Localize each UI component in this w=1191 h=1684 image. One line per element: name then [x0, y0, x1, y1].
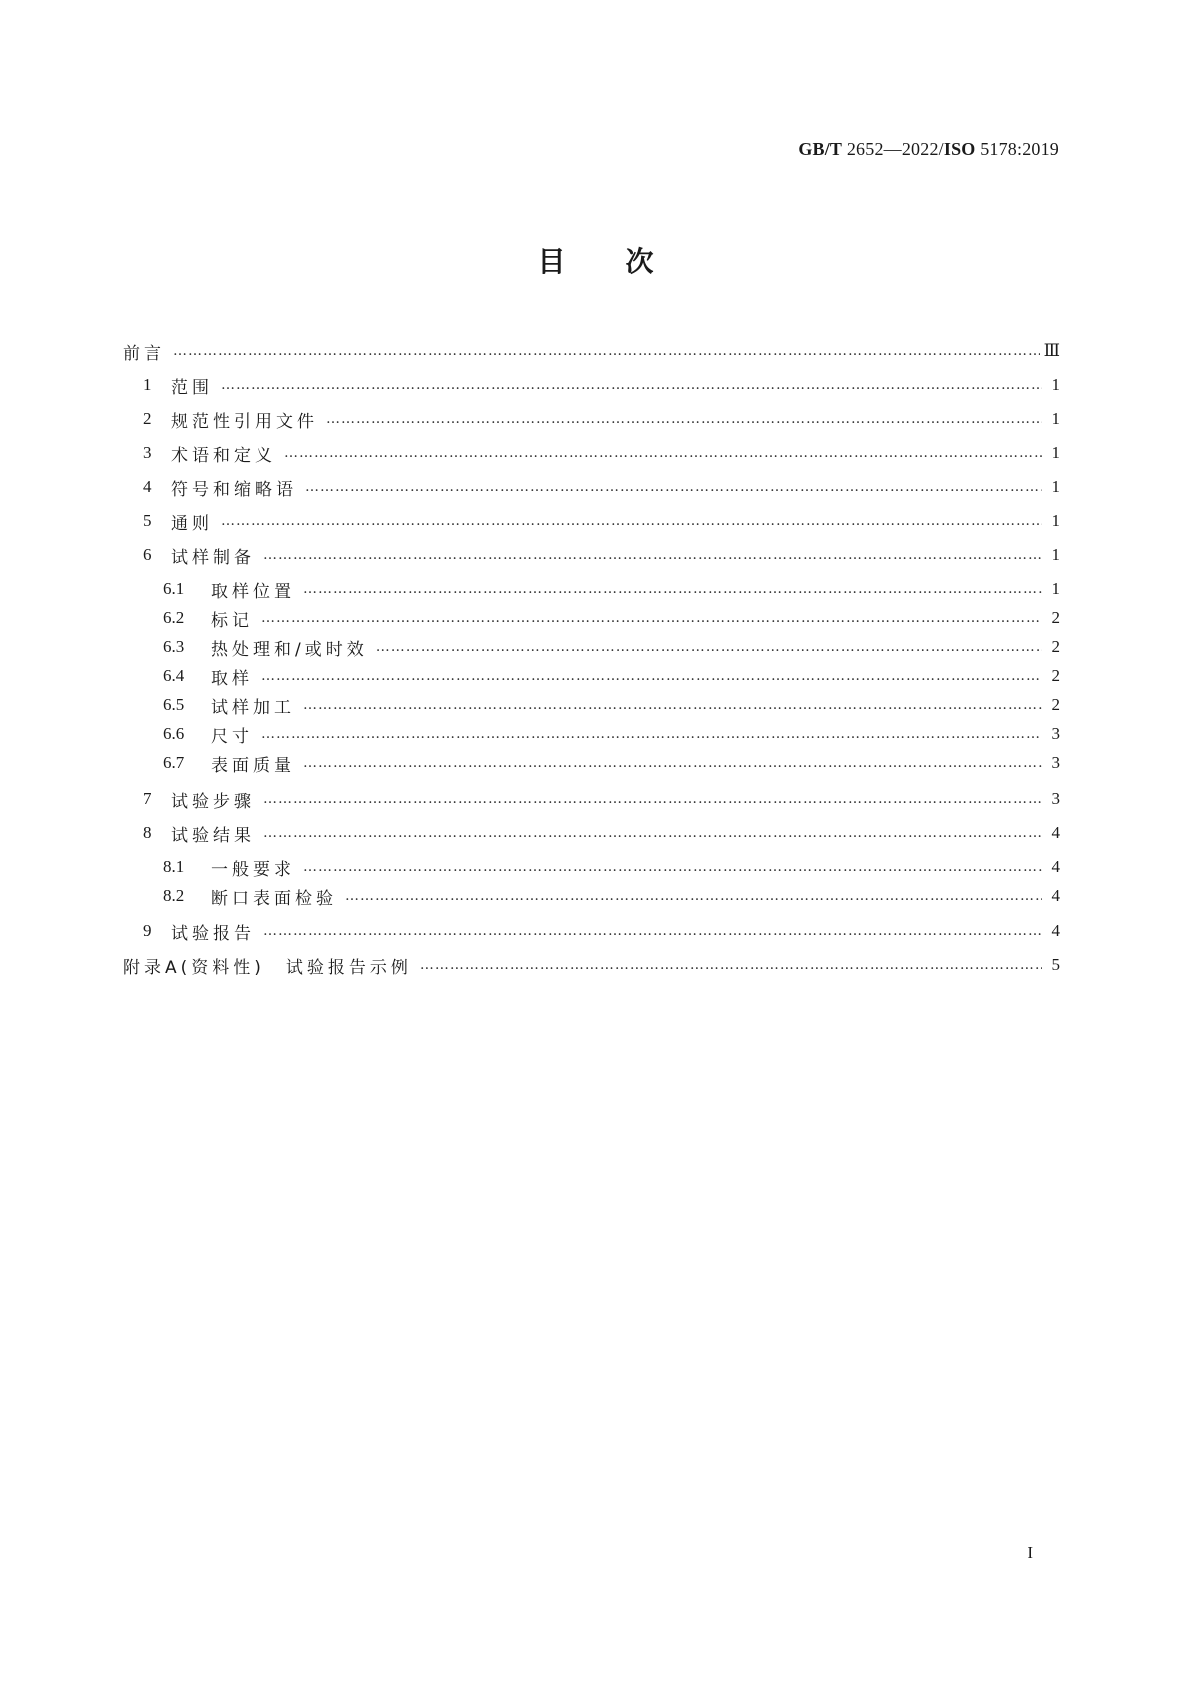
toc-label: 标记: [211, 610, 253, 631]
toc-label: 术语和定义: [171, 445, 276, 466]
std-code-iso-number: 5178:2019: [980, 139, 1059, 159]
toc-number: 6.6: [163, 724, 185, 743]
toc-entry-2[interactable]: [143, 406, 1060, 432]
toc-page: 1: [1051, 443, 1060, 462]
toc-page: 2: [1051, 637, 1060, 656]
toc-leader: [303, 854, 1042, 880]
toc-page: 3: [1051, 724, 1060, 743]
toc-number: 4: [143, 477, 152, 496]
toc-label: 附录A(资料性) 试验报告示例: [123, 957, 412, 978]
toc-entry-8-2[interactable]: [143, 883, 1060, 909]
toc-label: 试样制备: [171, 547, 255, 568]
toc-number: 6.1: [163, 579, 185, 598]
toc-label: 规范性引用文件: [171, 411, 318, 432]
toc-page: 1: [1051, 375, 1060, 394]
toc-page: 4: [1051, 921, 1060, 940]
toc-entry-6-3[interactable]: [143, 634, 1060, 660]
toc-entry-6-6[interactable]: [143, 721, 1060, 747]
toc-page: 1: [1051, 511, 1060, 530]
toc-leader: [263, 820, 1042, 846]
toc-page: 5: [1051, 955, 1060, 974]
toc-number: 8.2: [163, 886, 185, 905]
toc-label: 一般要求: [211, 859, 295, 880]
toc-page: Ⅲ: [1043, 341, 1060, 360]
std-code-iso: ISO: [943, 139, 976, 159]
toc-number: 6.2: [163, 608, 185, 627]
toc-entry-6-5[interactable]: [143, 692, 1060, 718]
toc-page: 3: [1051, 789, 1060, 808]
toc-entry-8-1[interactable]: [143, 854, 1060, 880]
toc-page: 4: [1051, 823, 1060, 842]
standard-code: [798, 139, 1059, 160]
toc-leader: [303, 692, 1042, 718]
toc-entry-annex-a[interactable]: [123, 952, 1060, 978]
toc-label: 范围: [171, 377, 213, 398]
toc-entry-6-7[interactable]: [143, 750, 1060, 776]
toc-leader: [305, 474, 1042, 500]
toc-label: 通则: [171, 513, 213, 534]
toc-label: 断口表面检验: [211, 888, 337, 909]
toc-number: 7: [143, 789, 152, 808]
toc-leader: [303, 750, 1042, 776]
toc-number: 6.3: [163, 637, 185, 656]
toc-leader: [221, 508, 1042, 534]
toc-leader: [420, 952, 1042, 978]
toc-number: 2: [143, 409, 152, 428]
toc-leader: [221, 372, 1042, 398]
toc-label: 热处理和/或时效: [211, 639, 368, 660]
toc-label: 试验报告: [171, 923, 255, 944]
toc-label: 取样位置: [211, 581, 295, 602]
toc-leader: [173, 338, 1040, 364]
toc-label: 试验结果: [171, 825, 255, 846]
toc-entry-6-2[interactable]: [143, 605, 1060, 631]
toc-entry-1[interactable]: [143, 372, 1060, 398]
toc-entry-5[interactable]: [143, 508, 1060, 534]
toc-number: 8: [143, 823, 152, 842]
toc-leader: [303, 576, 1042, 602]
toc-leader: [261, 605, 1042, 631]
toc-label: 试样加工: [211, 697, 295, 718]
toc-entry-6-1[interactable]: [143, 576, 1060, 602]
toc-number: 8.1: [163, 857, 185, 876]
toc-number: 3: [143, 443, 152, 462]
toc-page: 3: [1051, 753, 1060, 772]
toc-entry-6[interactable]: [143, 542, 1060, 568]
std-code-number: 2652—2022/: [846, 139, 944, 159]
toc-label: 表面质量: [211, 755, 295, 776]
toc-label: 试验步骤: [171, 791, 255, 812]
toc-number: 6.4: [163, 666, 185, 685]
toc-number: 1: [143, 375, 152, 394]
toc-leader: [263, 918, 1042, 944]
std-code-prefix: GB/T: [798, 139, 843, 159]
toc-number: 6.7: [163, 753, 185, 772]
toc-page: 1: [1051, 409, 1060, 428]
toc-label: 尺寸: [211, 726, 253, 747]
toc-page: 2: [1051, 666, 1060, 685]
toc-leader: [263, 786, 1042, 812]
toc-page: 4: [1051, 857, 1060, 876]
toc-page: 1: [1051, 477, 1060, 496]
toc-entry-7[interactable]: [143, 786, 1060, 812]
toc-page: 2: [1051, 608, 1060, 627]
toc-number: 6.5: [163, 695, 185, 714]
toc-page: 1: [1051, 545, 1060, 564]
toc-page: 2: [1051, 695, 1060, 714]
toc-number: 6: [143, 545, 152, 564]
toc-page: 1: [1051, 579, 1060, 598]
toc-leader: [326, 406, 1042, 432]
toc-entry-4[interactable]: [143, 474, 1060, 500]
toc-entry-9[interactable]: [143, 918, 1060, 944]
toc-leader: [261, 663, 1042, 689]
toc-label: 前言: [123, 343, 165, 364]
toc-leader: [263, 542, 1042, 568]
toc-entry-foreword[interactable]: [123, 338, 1060, 364]
toc-leader: [261, 721, 1042, 747]
toc-number: 9: [143, 921, 152, 940]
toc-leader: [284, 440, 1042, 466]
toc-leader: [345, 883, 1042, 909]
toc-entry-6-4[interactable]: [143, 663, 1060, 689]
toc-number: 5: [143, 511, 152, 530]
page-title: 目次: [537, 245, 714, 278]
toc-page: 4: [1051, 886, 1060, 905]
toc-leader: [376, 634, 1042, 660]
toc-label: 取样: [211, 668, 253, 689]
page-number: I: [1027, 1543, 1033, 1562]
toc-label: 符号和缩略语: [171, 479, 297, 500]
toc-entry-3[interactable]: [143, 440, 1060, 466]
toc-entry-8[interactable]: [143, 820, 1060, 846]
